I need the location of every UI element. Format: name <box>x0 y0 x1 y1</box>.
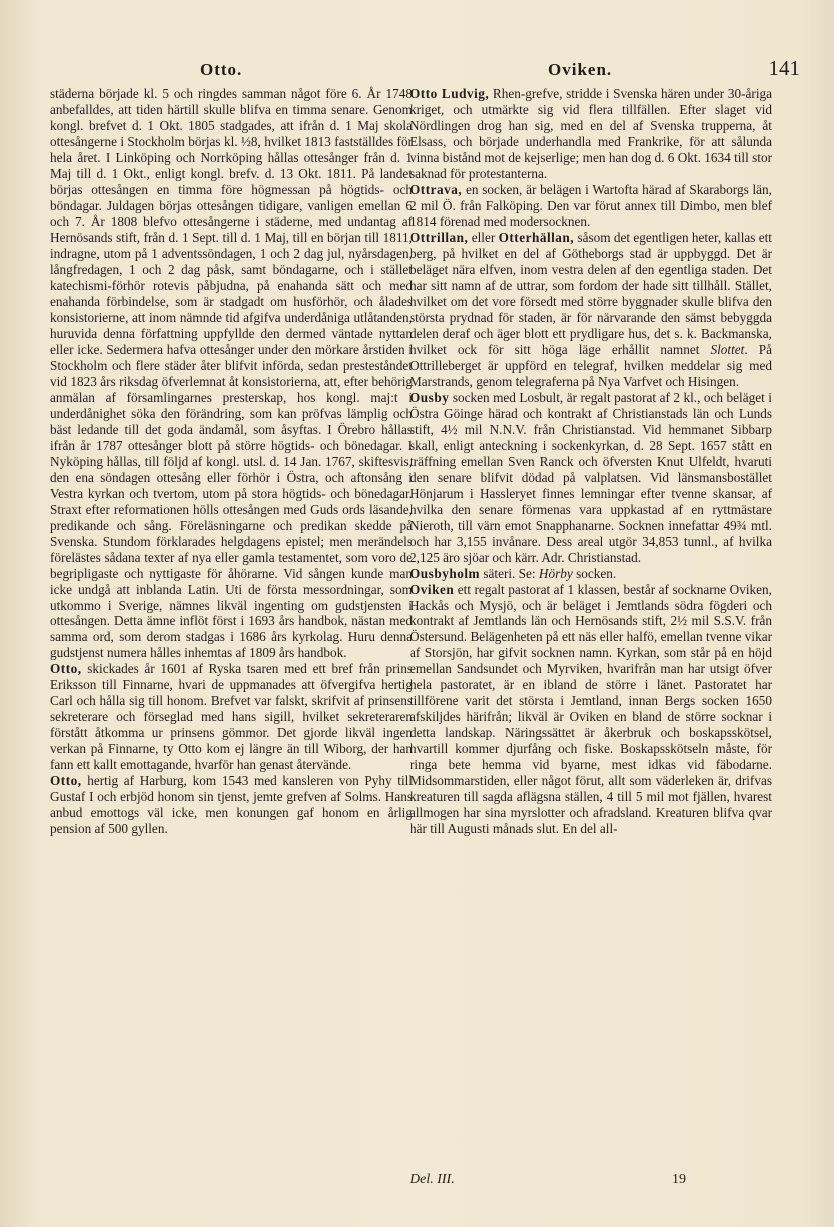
entry-text: . På Ottrilleberget är uppförd en telegraf, hvilken meddelar sig med Marstrands, genom telegraferna på Nya Varfvet och Hisingen. <box>410 341 772 389</box>
entry-text: säteri. Se: <box>480 565 539 581</box>
sheet-signature: 19 <box>672 1172 686 1187</box>
entry-headword: Oviken <box>410 581 455 597</box>
entry-continuation <box>50 86 412 661</box>
entry-headword: Ottrava, <box>410 181 463 197</box>
entry-headword: Otto Ludvig, <box>410 86 490 101</box>
entry-ottrillan <box>410 230 772 390</box>
entry-headword: Otto, <box>50 773 82 789</box>
entry-headword: Ottrillan, <box>410 229 469 245</box>
entry-oviken <box>410 582 772 838</box>
entry-headword: Otto, <box>50 661 82 677</box>
entry-text: socken. <box>572 565 617 581</box>
entry-text: skickades år 1601 af Ryska tsaren med ett bref från prins Eriksson till Finnarne, hvari de uppmanades att öfvergifva hertig Carl och hålla sig till honom. Brefvet var falskt, skrifvit af prinsens sekreterare och förseglad med hans sigill, hvilket sekreteraren förstått åtkomma ur prinsens gömmor. Det gjorde likväl ingen verkan på Finnarne, ty Otto kom ej längre än till Wiborg, der han fann ett kallt emottagande, hvarför han genast återvände. <box>50 661 412 773</box>
entry-headword-alt: Otterhällan, <box>498 229 575 245</box>
entry-headword: Ousby <box>410 389 450 405</box>
volume-signature: Del. III. <box>410 1172 455 1187</box>
entry-headword: Ousbyholm <box>410 565 481 581</box>
entry-text: ett regalt pastorat af 1 klassen, består af socknarne Oviken, Hackås och Mysjö, och är beläget i Jemtlands södra fögderi och kontrakt af Jemtlands län och Hernösands stift, 2½ mil S.S.V. från Östersund. Belägenheten på ett näs eller halfö, emellan tvenne vikar af Storsjön, har gifvit socknen namn. Kyrkan, som står på en höjd emellan Sandsundet och Myrviken, hvarifrån man har utsigt öfver hela pastoratet, är en ibland de större i länet. Pastoratet har tillförene varit det största i Jemtland, innan Bergs socken 1650 afskiljdes härifrån; likväl är Oviken en bland de större socknar i detta landskap. Näringssättet är åkerbruk och boskapsskötsel, hvartill kommer djurfång och fiske. Boskapsskötseln måste, för ringa bete hemma vid byarne, mest idkas vid fäbodarne. Midsommarstiden, eller något förut, allt som väderleken är, drifvas kreaturen till sagda aflägsna ställen, 4 till 5 mil mot fjällen, hvarest allmogen har sina myrslotter och afradsland. Kreaturen blifva qvar här till Augusti månads slut. En del all- <box>410 581 772 837</box>
entry-ousby <box>410 390 772 566</box>
header-right-word: Oviken. <box>548 60 613 79</box>
entry-otto-2 <box>50 773 412 837</box>
entry-text: hertig af Harburg, kom 1543 med kansleren von Pyhy till Gustaf I och erbjöd honom sin tjenst, jemte grefven af Solms. Hans anbud emottogs väl icke, men konungen gaf honom en årlig pension af 500 gyllen. <box>50 773 412 837</box>
right-column <box>410 86 772 1166</box>
entry-ottrava <box>410 182 772 230</box>
entry-text: en socken, är belägen i Wartofta härad af Skaraborgs län, 2 mil Ö. från Falköping. Den var förut annex till Dimbo, men blef 1814 förenad med modersocknen. <box>410 181 772 229</box>
entry-otto-ludvig <box>410 86 772 182</box>
page-footer <box>410 1172 772 1194</box>
running-header <box>36 54 800 84</box>
entry-text: socken med Losbult, är regalt pastorat af 2 kl., och beläget i Östra Göinge härad och kontrakt af Christianstads län och Lunds stift, 4½ mil N.N.V. från Christianstad. Vid hemmanet Sibbarp skall, enligt anteckning i sockenkyrkan, d. 28 Sept. 1657 stått en träffning emellan Sven Ranck och öfversten Knut Ulfeldt, hvaruti den senare blifvit dödad på valplatsen. Vid länsmansbostället Hönjarum i Hassleryet finnes lemningar efter tvenne skansar, af hvilka den senare förmenas vara uppkastad af en ryttmästare Nieroth, till värn emot Snapphanarne. Socknen innefattar 49¾ mtl. och har 3,155 invånare. Dess areal utgör 34,853 tunnl., af hvilka 2,125 äro sjöar och kärr. Adr. Christianstad. <box>410 389 772 565</box>
header-left-word: Otto. <box>200 60 243 79</box>
entry-italic: Hörby <box>538 565 573 581</box>
entry-text: Rhen-grefve, stridde i Svenska hären under 30-åriga kriget, och utmärkte sig vid flera tillfällen. Efter slaget vid Nördlingen drog han sig, med en del af Svenska trupperna, åt Elsass, och började underhandla med Frankrike, för att sålunda vinna bistånd mot de kejserlige; men han dog d. 6 Okt. 1634 till stor saknad för protestanterna. <box>410 86 772 181</box>
entry-text: städerna började kl. 5 och ringdes samman något före 6. År 1748 anbefalldes, att tiden härtill skulle blifva en timma senare. Genom kongl. brefvet d. 1 Okt. 1805 stadgades, att ifrån d. 1 Maj skola ottesångerne i Stockholm börjas kl. ½8, hvilket 1813 fastställdes för hela året. I Linköping och Norrköping hållas ottesånger från d. 1 Maj till d. 1 Okt., enligt kongl. brefv. d. 13 Okt. 1811. På landet börjas ottesången en timma före högmessan på högtids- och böndagar. Juldagen börjas ottesången tidigare, vanligen emellan 6 och 7. År 1808 blefvo ottesångerne i städerne, med undantag af Hernösands stift, från d. 1 Sept. till d. 1 Maj, till en början till 1811, indragne, utom på 1 adventssöndagen, 1 och 2 dag jul, nyårsdagen, långfredagen, 1 och 2 dag påsk, samt böndagarne, och i stället katechismi-förhör rotevis påbjudna, på enahanda sätt och med enahanda förbindelse, som är stadgadt om husförhör, och ålades konsistorierne, att inom nämnde tid afgifva underdåniga utlåtanden, huruvida denna författning uppfyllde den dermed väntade nyttan eller icke. Sedermera hafva ottesånger under den mörkare årstiden i Stockholm och flere städer åter blifvit införda, sedan presteståndet vid 1823 års riksdag öfverlemnat åt konsistorierna, att, efter behörig anmälan af församlingarnes presterskap, hos kongl. maj:t i underdånighet söka den förändring, som kan pröfvas lämplig och bäst ledande till det goda ändamål, som åsyftas. I Örebro hållas ifrån år 1787 ottesånger blott på större högtids- och bönedagar. I Nyköping hållas, till följd af kongl. utsl. d. 14 Jan. 1767, skiftesvis, den ena söndagen ottesång eller förhör i Östra, och aftonsång i Vestra kyrkan och tvertom, utom på stora högtids- och bönedagar. Straxt efter reformationen hölls ottesången med Guds ords läsande, predikande och sång. Föreläsningarne och predikan skedde på Svenska. Stundom förklarades helgdagens epistel; men merändels förelästes sådana texter af nya eller gamla testamentet, som voro de begripligaste och nyttigaste för åhörarne. Vid sången kunde man icke undgå att inblanda Latin. Uti de första messordningar, som utkommo i Sverige, nämnes likväl ingenting om gudstjensten i ottesången. Detta ämne inflöt först i 1693 års handbok, nästan med samma ord, som derom stadgas i 1686 års kyrkolag. Huru denna gudstjenst numera hålles inhemtas af 1809 års handbok. <box>50 86 412 661</box>
entry-otto-1 <box>50 661 412 773</box>
entry-text: eller <box>468 229 499 245</box>
page-number: 141 <box>768 56 800 80</box>
entry-italic: Slottet <box>710 341 745 357</box>
entry-text: såsom det egentligen heter, kallas ett berg, på hvilket en del af Götheborgs stad är uppbyggd. Det är beläget nära elfven, inom vestra delen af den egentliga staden. Det har sitt namn af de uttrar, som fordom der hade sitt tillhåll. Stället, hvilket om det vore försedt med större byggnader skulle blifva den största prydnad för staden, är för närvarande den sämst bebyggda delen deraf och äger blott ett prydligare hus, det s. k. Backmanska, hvilket ock för sitt höga läge erhållit namnet <box>410 229 772 357</box>
entry-ousbyholm <box>410 566 772 582</box>
left-column <box>50 86 412 1166</box>
